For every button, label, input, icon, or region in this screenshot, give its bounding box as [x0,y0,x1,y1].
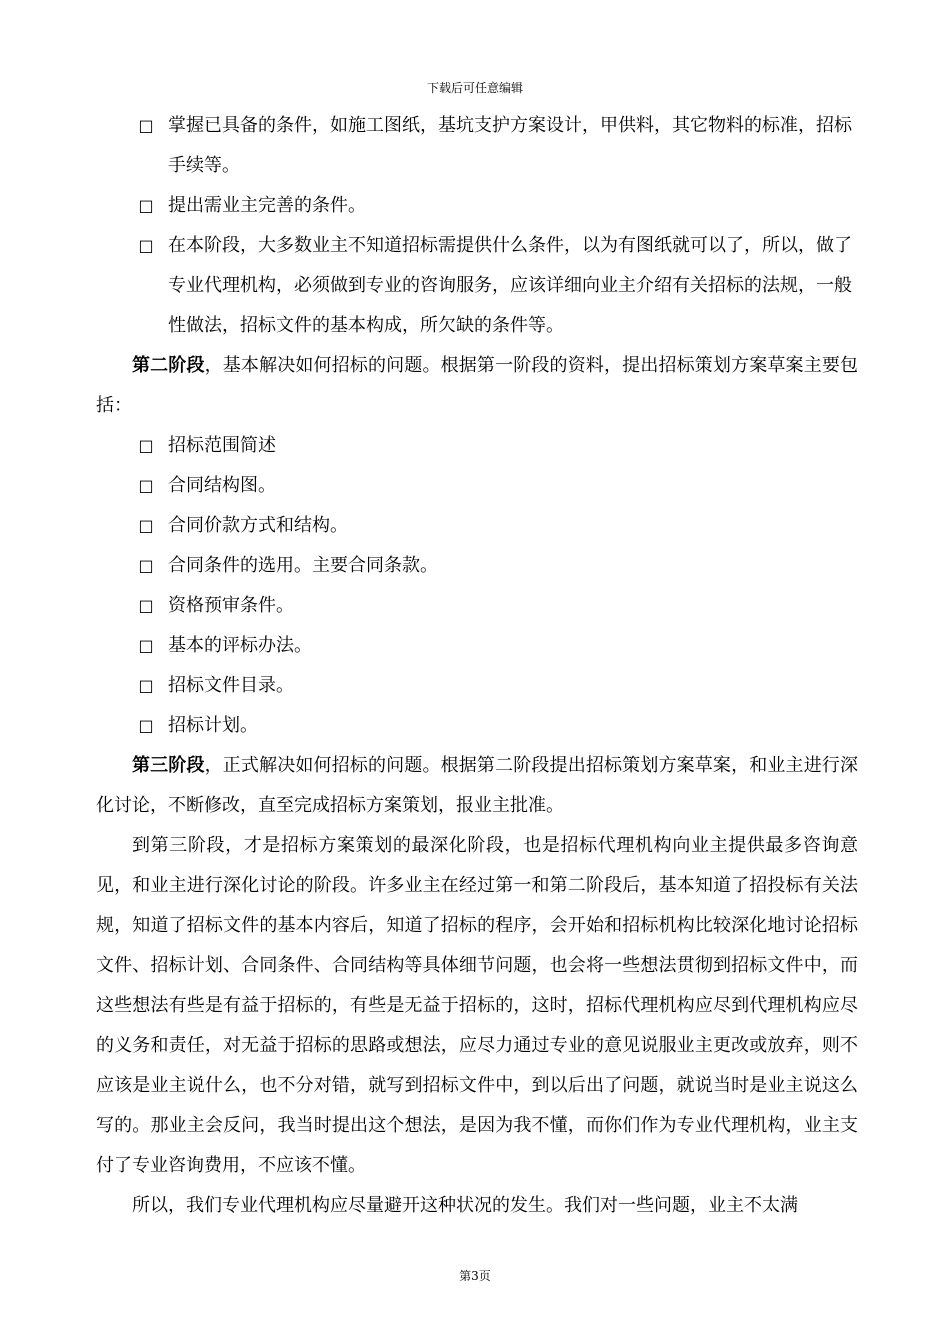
stage-three-text: ，正式解决如何招标的问题。根据第二阶段提出招标策划方案草案，和业主进行深化讨论，不断修改，直至完成招标方案策划，报业主批准。 [96,755,859,816]
list-item [96,586,858,626]
page-number: 第3页 [459,1269,491,1283]
checkbox-bullet-icon: □ [138,436,154,455]
list-item [96,626,858,666]
list-item-text: 招标范围简述 [168,435,276,456]
stage-three-label: 第三阶段 [132,755,205,776]
list-item-text: 掌握已具备的条件，如施工图纸，基坑支护方案设计，甲供料，其它物料的标准，招标手续等。 [168,115,852,176]
checkbox-bullet-icon: □ [138,596,154,615]
list-item [96,706,858,746]
list-item [96,466,858,506]
checkbox-bullet-icon: □ [138,516,154,535]
checkbox-bullet-icon: □ [138,196,154,215]
stage-two-paragraph [96,346,858,426]
list-item-text: 合同价款方式和结构。 [168,515,348,536]
list-item [96,426,858,466]
list-item-text: 合同条件的选用。主要合同条款。 [168,555,438,576]
stage-three-paragraph [96,746,858,826]
body-paragraph: 到第三阶段，才是招标方案策划的最深化阶段，也是招标代理机构向业主提供最多咨询意见，和业主进行深化讨论的阶段。许多业主在经过第一和第二阶段后，基本知道了招投标有关法规，知道了招标文件的基本内容后，知道了招标的程序，会开始和招标机构比较深化地讨论招标文件、招标计划、合同条件、合同结构等具体细节问题，也会将一些想法贯彻到招标文件中，而这些想法有些是有益于招标的，有些是无益于招标的，这时，招标代理机构应尽到代理机构应尽的义务和责任，对无益于招标的思路或想法，应尽力通过专业的意见说服业主更改或放弃，则不应该是业主说什么，也不分对错，就写到招标文件中，到以后出了问题，就说当时是业主说这么写的。那业主会反问，我当时提出这个想法，是因为我不懂，而你们作为专业代理机构，业主支付了专业咨询费用，不应该不懂。 [96,835,858,1176]
checkbox-bullet-icon: □ [138,556,154,575]
list-item-text: 招标文件目录。 [168,675,294,696]
page-header: 下载后可任意编辑 [426,81,523,95]
list-item-text: 合同结构图。 [168,475,276,496]
stage-two-text: ，基本解决如何招标的问题。根据第一阶段的资料，提出招标策划方案草案主要包括： [96,355,859,416]
checkbox-bullet-icon: □ [138,476,154,495]
stage-two-label: 第二阶段 [132,355,205,376]
checkbox-bullet-icon: □ [138,236,154,255]
checkbox-bullet-icon: □ [138,116,154,135]
checkbox-bullet-icon: □ [138,636,154,655]
list-item [96,506,858,546]
checkbox-bullet-icon: □ [138,676,154,695]
document-body [96,106,858,1226]
list-item [96,666,858,706]
list-item-text: 招标计划。 [168,715,258,736]
body-paragraph: 所以，我们专业代理机构应尽量避开这种状况的发生。我们对一些问题，业主不太满 [132,1195,798,1216]
list-item [96,106,858,186]
list-item-text: 提出需业主完善的条件。 [168,195,366,216]
list-item [96,186,858,226]
list-item-text: 基本的评标办法。 [168,635,312,656]
list-item [96,546,858,586]
checkbox-bullet-icon: □ [138,716,154,735]
list-item-text: 资格预审条件。 [168,595,294,616]
list-item-text: 在本阶段，大多数业主不知道招标需提供什么条件，以为有图纸就可以了，所以，做了专业代理机构，必须做到专业的咨询服务，应该详细向业主介绍有关招标的法规，一般性做法，招标文件的基本构成，所欠缺的条件等。 [168,235,852,336]
list-item [96,226,858,346]
